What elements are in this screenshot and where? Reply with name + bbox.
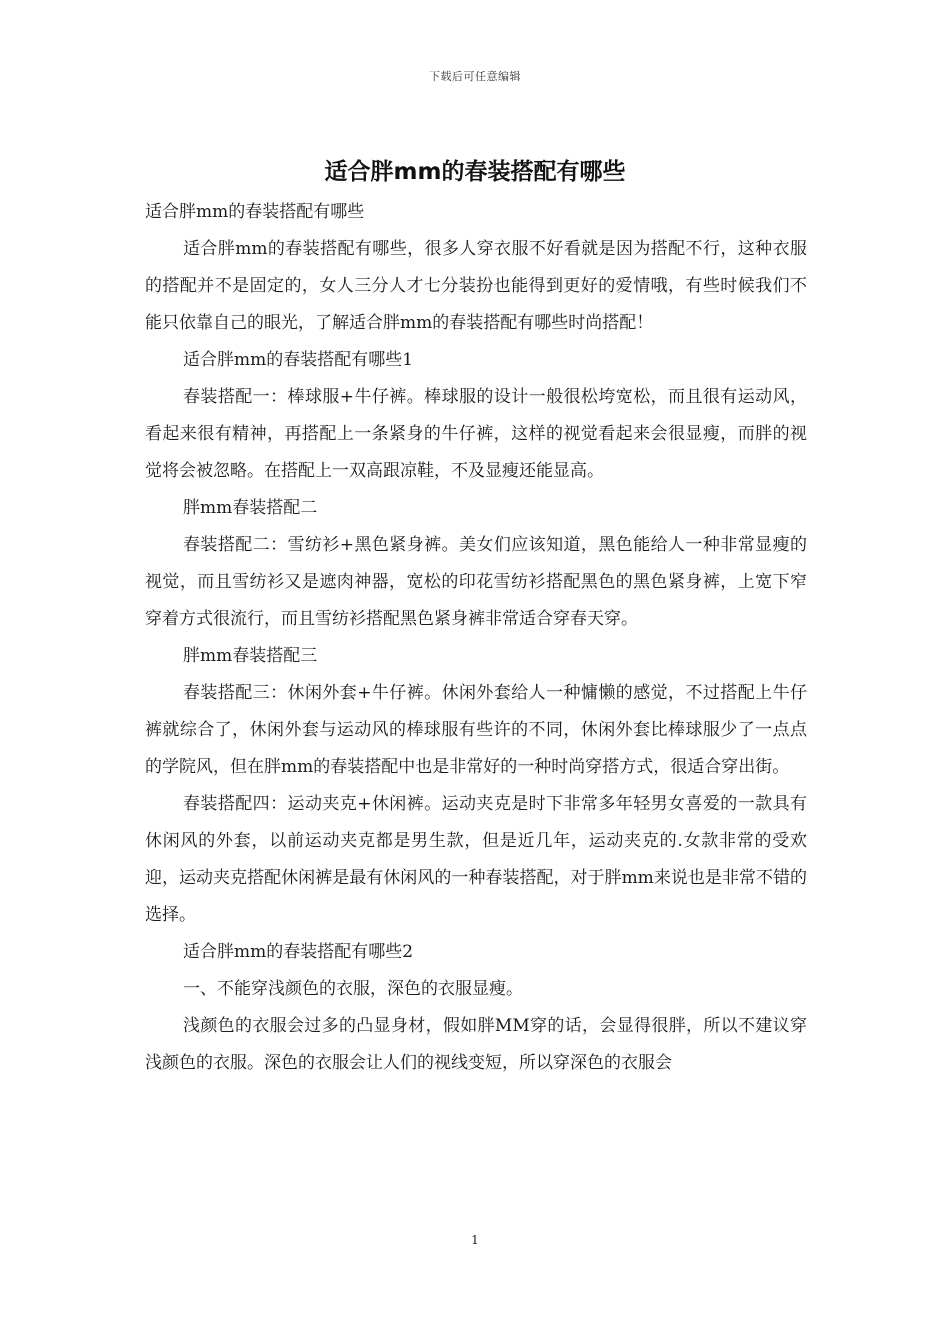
subheading-outfit-3: 胖mm春装搭配三 bbox=[183, 646, 318, 666]
subheading-outfit-2: 胖mm春装搭配二 bbox=[183, 498, 318, 518]
paragraph-outfit-2: 春装搭配二：雪纺衫+黑色紧身裤。美女们应该知道，黑色能给人一种非常显瘦的视觉，而且雪纺衫又是遮肉神器，宽松的印花雪纺衫搭配黑色的黑色紧身裤，上宽下窄穿着方式很流行，而且雪纺衫搭配黑色紧身裤非常适合穿春天穿。 bbox=[145, 535, 807, 629]
paragraph-outfit-3: 春装搭配三：休闲外套+牛仔裤。休闲外套给人一种慵懒的感觉，不过搭配上牛仔裤就综合了，休闲外套与运动风的棒球服有些许的不同，休闲外套比棒球服少了一点点的学院风，但在胖mm的春装搭配中也是非常好的一种时尚穿搭方式，很适合穿出街。 bbox=[145, 683, 807, 777]
paragraph-outfit-1: 春装搭配一：棒球服+牛仔裤。棒球服的设计一般很松垮宽松，而且很有运动风，看起来很有精神，再搭配上一条紧身的牛仔裤，这样的视觉看起来会很显瘦，而胖的视觉将会被忽略。在搭配上一双高跟凉鞋，不及显瘦还能显高。 bbox=[145, 387, 807, 481]
header-note: 下载后可任意编辑 bbox=[429, 70, 521, 83]
document-body bbox=[145, 194, 807, 1082]
section-heading-1: 适合胖mm的春装搭配有哪些1 bbox=[183, 350, 414, 370]
paragraph-subtitle: 适合胖mm的春装搭配有哪些 bbox=[145, 202, 365, 222]
document-title: 适合胖mm的春装搭配有哪些 bbox=[324, 159, 626, 185]
page-number: 1 bbox=[471, 1233, 479, 1247]
paragraph-tip-1: 一、不能穿浅颜色的衣服，深色的衣服显瘦。 bbox=[183, 979, 523, 999]
paragraph-intro: 适合胖mm的春装搭配有哪些，很多人穿衣服不好看就是因为搭配不行，这种衣服的搭配并不是固定的，女人三分人才七分装扮也能得到更好的爱情哦，有些时候我们不能只依靠自己的眼光，了解适合胖mm的春装搭配有哪些时尚搭配！ bbox=[145, 239, 807, 333]
paragraph-tip-1-detail: 浅颜色的衣服会过多的凸显身材，假如胖MM穿的话，会显得很胖，所以不建议穿浅颜色的衣服。深色的衣服会让人们的视线变短，所以穿深色的衣服会 bbox=[145, 1016, 807, 1073]
section-heading-2: 适合胖mm的春装搭配有哪些2 bbox=[183, 942, 414, 962]
paragraph-outfit-4: 春装搭配四：运动夹克+休闲裤。运动夹克是时下非常多年轻男女喜爱的一款具有休闲风的外套，以前运动夹克都是男生款，但是近几年，运动夹克的.女款非常的受欢迎，运动夹克搭配休闲裤是最有休闲风的一种春装搭配，对于胖mm来说也是非常不错的选择。 bbox=[145, 794, 807, 925]
